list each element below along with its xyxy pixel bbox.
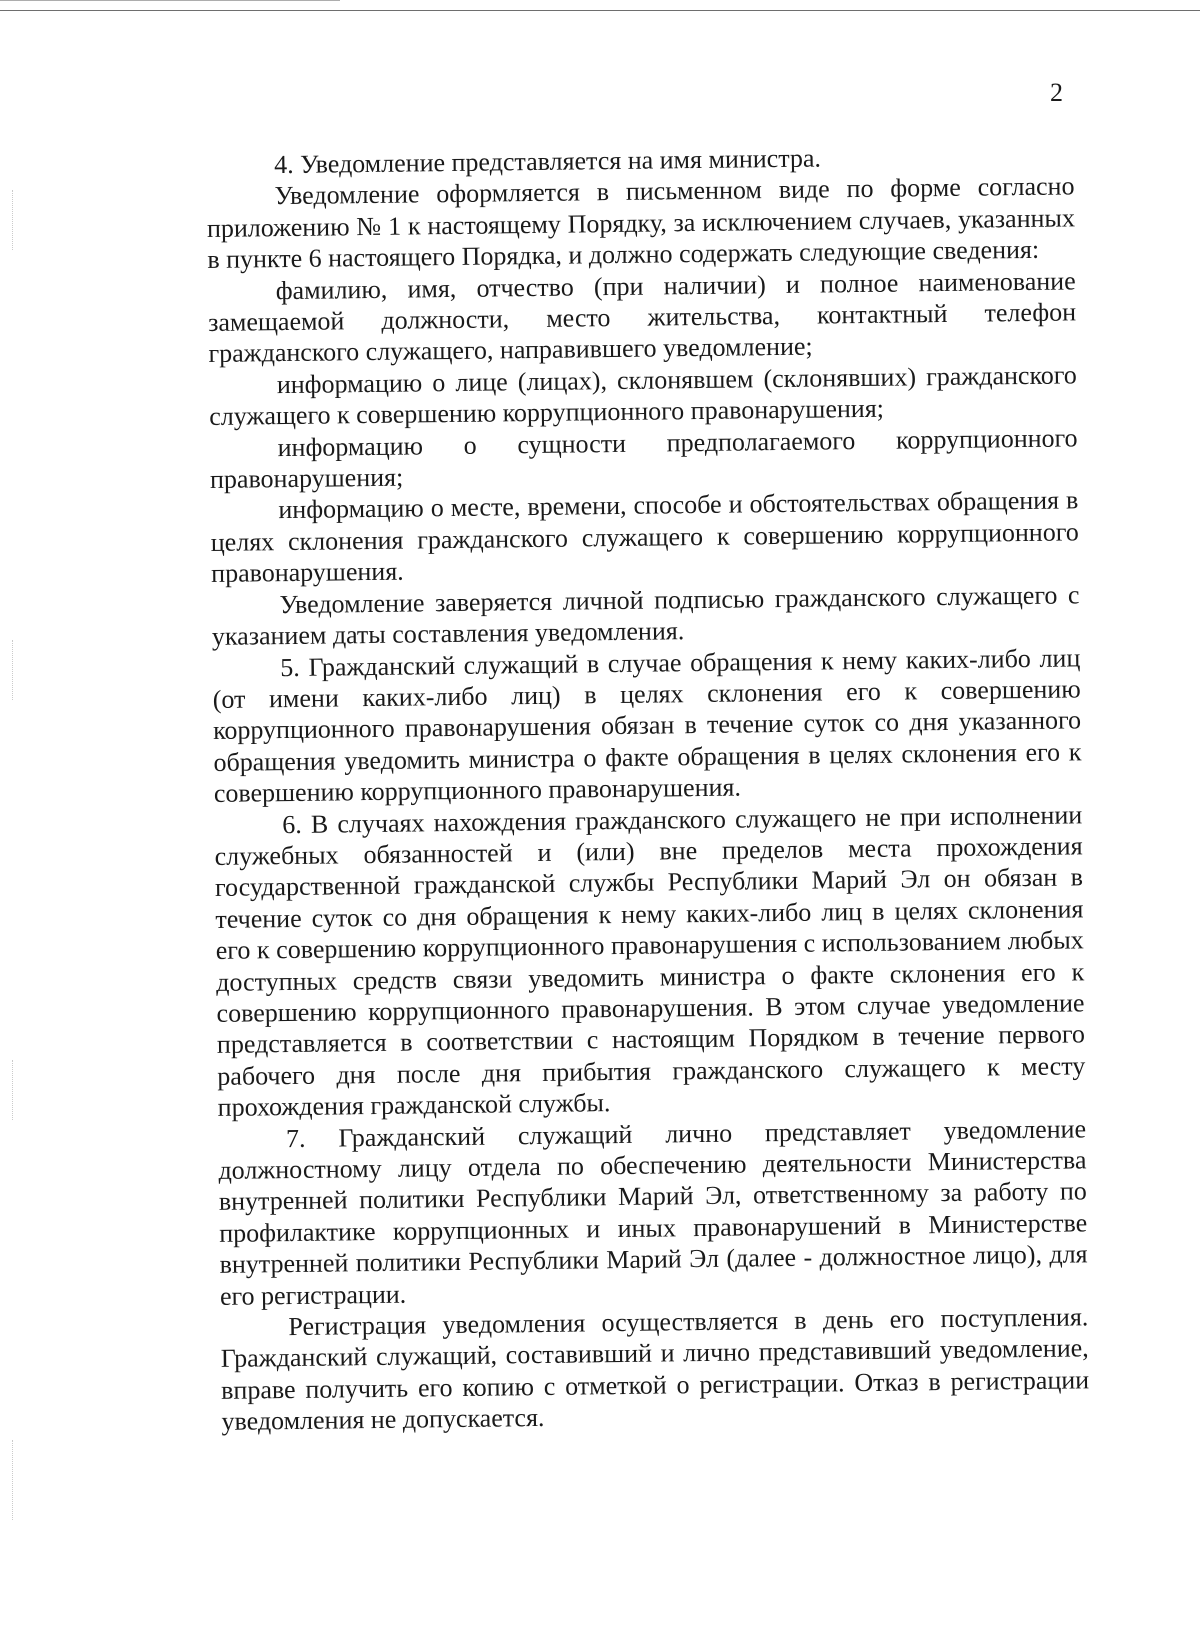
paragraph-circumstances: информацию о месте, времени, способе и обстоятельствах обращения в целях склонения гражданского служащего к совершению коррупционного правонарушения. <box>210 485 1079 589</box>
paragraph-person-info: информацию о лице (лицах), склонявшем (склонявших) гражданского служащего к совершению коррупционного правонарушения; <box>209 360 1077 432</box>
paragraph-7: 7. Гражданский служащий лично представляет уведомление должностному лицу отдела по обеспечению деятельности Министерства внутренней политики Республики Марий Эл, ответственному за работу по профилактике коррупционных и иных правонарушений в Министерстве внутренней политики Республики Марий Эл (далее - должностное лицо), для его регистрации. <box>218 1113 1088 1311</box>
paragraph-signature: Уведомление заверяется личной подписью гражданского служащего с указанием даты составления уведомления. <box>211 580 1080 652</box>
scan-margin-speck <box>12 1060 19 1120</box>
scan-margin-speck <box>12 1440 19 1520</box>
scan-edge-line <box>0 10 1200 11</box>
document-body <box>206 139 1090 1437</box>
scan-edge-line-top <box>0 0 340 1</box>
scan-margin-speck <box>12 190 19 250</box>
paragraph-4-title: 4. Уведомление представляется на имя министра. <box>274 143 822 180</box>
paragraph-6: 6. В случаях нахождения гражданского служащего не при исполнении служебных обязанностей и (или) вне пределов места прохождения государственной гражданской службы Республики Марий Эл он обязан в течение суток со дня обращения к нему каких-либо лиц в целях склонения его к совершению коррупционного правонарушения с использованием любых доступных средств связи уведомить министра о факте склонения его к совершению коррупционного правонарушения. В этом случае уведомление представляется в соответствии с настоящим Порядком в течение первого рабочего дня после дня прибытия гражданского служащего к месту прохождения гражданской службы. <box>214 799 1086 1123</box>
paragraph-offense-info: информацию о сущности предполагаемого коррупционного правонарушения; <box>209 423 1078 495</box>
paragraph-5: 5. Гражданский служащий в случае обращения к нему каких-либо лиц (от имени каких-либо лиц) в целях склонения его к совершению коррупционного правонарушения обязан в течение суток со дня указанного обращения уведомить министра о факте обращения в целях склонения его к совершению коррупционного правонарушения. <box>212 642 1082 809</box>
paragraph-notice-form: Уведомление оформляется в письменном виде по форме согласно приложению № 1 к настоящему Порядку, за исключением случаев, указанных в пункте 6 настоящего Порядка, и должно содержать следующие сведения: <box>206 171 1076 275</box>
scan-margin-speck <box>12 640 19 700</box>
paragraph-full-name: фамилию, имя, отчество (при наличии) и полное наименование замещаемой должности, место жительства, контактный телефон гражданского служащего, направившего уведомление; <box>207 266 1077 369</box>
paragraph-registration: Регистрация уведомления осуществляется в день его поступления. Гражданский служащий, составивший и лично представивший уведомление, вправе получить его копию с отметкой о регистрации. Отказ в регистрации уведомления не допускается. <box>220 1302 1090 1437</box>
page-number: 2 <box>1050 78 1063 107</box>
